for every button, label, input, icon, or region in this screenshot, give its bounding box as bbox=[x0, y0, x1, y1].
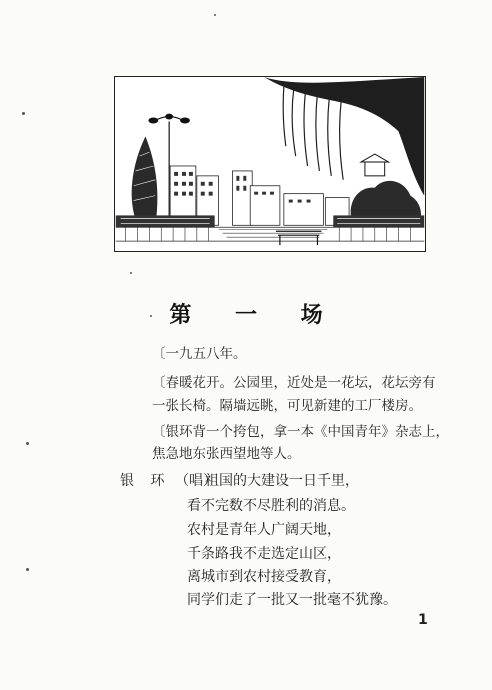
stage-direction-text: 一张长椅。隔墙远眺，可见新建的工厂楼房。 bbox=[152, 398, 422, 414]
stage-direction-text: 〔春暖花开。公园里，近处是一花坛，花坛旁有 bbox=[152, 375, 436, 391]
scene-title: 第 一 场 bbox=[169, 302, 341, 328]
speaker-name: 银 环 bbox=[120, 473, 171, 489]
verse-line: 千条路我不走选定山区， bbox=[187, 546, 341, 562]
verse-line: 同学们走了一批又一批毫不犹豫。 bbox=[187, 592, 397, 608]
stage-direction-4 bbox=[152, 422, 452, 442]
stage-direction-1 bbox=[152, 344, 452, 364]
print-speck bbox=[130, 272, 132, 274]
stage-direction-text: 〔一九五八年。 bbox=[152, 346, 247, 362]
print-speck bbox=[214, 14, 216, 16]
stage-direction-5 bbox=[152, 444, 452, 464]
stage-direction-2 bbox=[152, 373, 452, 393]
verse-line: 离城市到农村接受教育， bbox=[187, 569, 341, 585]
verse-line: 农村是青年人广阔天地， bbox=[187, 522, 341, 538]
verse-line: 看不完数不尽胜利的消息。 bbox=[187, 498, 355, 514]
park-illustration bbox=[114, 76, 426, 252]
print-speck bbox=[150, 315, 152, 317]
stage-direction-text: 〔银环背一个挎包，拿一本《中国青年》杂志上， bbox=[152, 424, 449, 440]
verse-line: 祖国的大建设一日千里， bbox=[205, 473, 359, 489]
stage-direction-text: 焦急地东张西望地等人。 bbox=[152, 446, 301, 462]
stage-direction-3 bbox=[152, 396, 452, 416]
singing-cue: （唱） bbox=[175, 473, 217, 489]
print-speck bbox=[22, 112, 25, 115]
park-scene-drawing bbox=[115, 77, 425, 251]
page-number: 1 bbox=[418, 612, 428, 628]
print-speck bbox=[26, 568, 29, 571]
print-speck bbox=[26, 442, 29, 445]
